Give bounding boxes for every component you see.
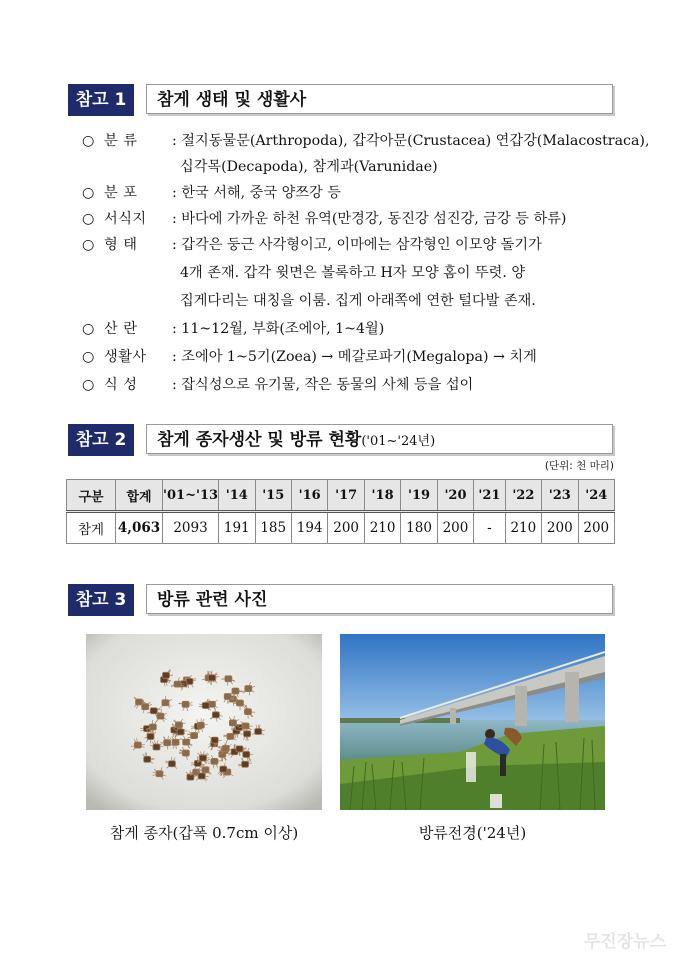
item-value-cont: 4개 존재. 갑각 윗면은 볼록하고 H자 모양 홈이 뚜렷. 양 bbox=[180, 265, 526, 281]
table-cell: 191 bbox=[219, 512, 255, 544]
list-item: ○ 분 포 : 한국 서해, 중국 양쯔강 등 bbox=[82, 180, 341, 206]
item-label: 식 성 bbox=[104, 377, 138, 393]
unit-note: (단위: 천 마리) bbox=[544, 460, 614, 472]
item-value: 절지동물문(Arthropoda), 갑각아문(Crustacea) 연갑강(Malacostraca), bbox=[181, 133, 650, 149]
item-value: 잡식성으로 유기물, 작은 동물의 사체 등을 섭이 bbox=[181, 377, 474, 393]
table-cell: 200 bbox=[578, 512, 614, 544]
circle-bullet-icon: ○ bbox=[82, 211, 95, 227]
list-item: ○ 분 류 : 절지동물문(Arthropoda), 갑각아문(Crustacea) 연갑강(Malacostraca), bbox=[82, 128, 649, 154]
section3-header bbox=[68, 584, 613, 616]
table-header-row bbox=[67, 480, 615, 512]
item-value: 11~12월, 부화(조에아, 1~4월) bbox=[181, 321, 385, 337]
table-header-cell: '24 bbox=[578, 480, 614, 512]
table-header-cell: '21 bbox=[474, 480, 505, 512]
section2-title-text: 참게 종자생산 및 방류 현황 bbox=[157, 430, 362, 450]
section1-tag: 참고 1 bbox=[68, 84, 134, 116]
table-header-cell: '17 bbox=[328, 480, 364, 512]
table-cell: 2093 bbox=[163, 512, 219, 544]
item-label: 산 란 bbox=[104, 321, 138, 337]
list-item: ○ 산 란 : 11~12월, 부화(조에아, 1~4월) bbox=[82, 316, 384, 342]
section1-header bbox=[68, 84, 613, 116]
table-header-cell: '20 bbox=[437, 480, 473, 512]
section1-title: 참게 생태 및 생활사 bbox=[146, 84, 613, 114]
table-header-cell: '19 bbox=[401, 480, 437, 512]
table-header-cell: '15 bbox=[255, 480, 291, 512]
item-label: 형 태 bbox=[104, 237, 138, 253]
circle-bullet-icon: ○ bbox=[82, 377, 95, 393]
item-label: 분 류 bbox=[104, 133, 138, 149]
list-item: ○ 형 태 : 갑각은 둥근 사각형이고, 이마에는 삼각형인 이모양 돌기가 bbox=[82, 232, 542, 258]
item-value: 바다에 가까운 하천 유역(만경강, 동진강 섬진강, 금강 등 하류) bbox=[181, 211, 567, 227]
table-cell: 200 bbox=[328, 512, 364, 544]
circle-bullet-icon: ○ bbox=[82, 133, 95, 149]
table-header-cell: 합계 bbox=[116, 480, 163, 512]
section3-tag: 참고 3 bbox=[68, 584, 134, 616]
item-label: 분 포 bbox=[104, 185, 138, 201]
release-table bbox=[66, 479, 615, 544]
caption-right: 방류전경('24년) bbox=[418, 824, 527, 842]
table-cell: 참게 bbox=[67, 512, 116, 544]
table-cell: 185 bbox=[255, 512, 291, 544]
table-header-cell: 구분 bbox=[67, 480, 116, 512]
table-row bbox=[67, 512, 615, 544]
caption-left: 참게 종자(갑폭 0.7cm 이상) bbox=[109, 824, 299, 842]
release-scene-photo bbox=[340, 634, 605, 810]
crab-juvenile-photo bbox=[86, 634, 322, 810]
item-label: 서식지 bbox=[104, 211, 147, 227]
table-cell: 200 bbox=[542, 512, 578, 544]
section3-title: 방류 관련 사진 bbox=[146, 584, 613, 614]
table-cell: 210 bbox=[364, 512, 400, 544]
table-header-cell: '22 bbox=[505, 480, 541, 512]
table-cell: 200 bbox=[437, 512, 473, 544]
section2-tag: 참고 2 bbox=[68, 424, 134, 456]
table-cell: 180 bbox=[401, 512, 437, 544]
item-value: 조에아 1~5기(Zoea) → 메갈로파기(Megalopa) → 치게 bbox=[181, 349, 537, 365]
item-value: 갑각은 둥근 사각형이고, 이마에는 삼각형인 이모양 돌기가 bbox=[181, 237, 542, 253]
table-header-cell: '14 bbox=[219, 480, 255, 512]
item-value-cont: 십각목(Decapoda), 참게과(Varunidae) bbox=[180, 159, 438, 175]
watermark-logo: 무진장뉴스 bbox=[583, 932, 666, 952]
section2-title bbox=[146, 424, 613, 454]
section2-title-sub: ('01~'24년) bbox=[361, 434, 436, 449]
table-cell: 210 bbox=[505, 512, 541, 544]
table-header-cell: '01~'13 bbox=[163, 480, 219, 512]
circle-bullet-icon: ○ bbox=[82, 321, 95, 337]
item-label: 생활사 bbox=[104, 349, 147, 365]
list-item: ○ 서식지 : 바다에 가까운 하천 유역(만경강, 동진강 섬진강, 금강 등 하류) bbox=[82, 206, 566, 232]
circle-bullet-icon: ○ bbox=[82, 349, 95, 365]
circle-bullet-icon: ○ bbox=[82, 237, 95, 253]
table-header-cell: '16 bbox=[291, 480, 327, 512]
table-cell: - bbox=[474, 512, 505, 544]
list-item: ○ 생활사 : 조에아 1~5기(Zoea) → 메갈로파기(Megalopa) → 치게 bbox=[82, 344, 537, 370]
list-item: ○ 식 성 : 잡식성으로 유기물, 작은 동물의 사체 등을 섭이 bbox=[82, 372, 473, 398]
table-header-cell: '23 bbox=[542, 480, 578, 512]
table-cell-total: 4,063 bbox=[116, 512, 163, 544]
item-value-cont: 집게다리는 대칭을 이룸. 집게 아래쪽에 연한 털다발 존재. bbox=[180, 293, 536, 309]
table-header-cell: '18 bbox=[364, 480, 400, 512]
table-cell: 194 bbox=[291, 512, 327, 544]
circle-bullet-icon: ○ bbox=[82, 185, 95, 201]
item-value: 한국 서해, 중국 양쯔강 등 bbox=[181, 185, 341, 201]
section2-header bbox=[68, 424, 613, 456]
